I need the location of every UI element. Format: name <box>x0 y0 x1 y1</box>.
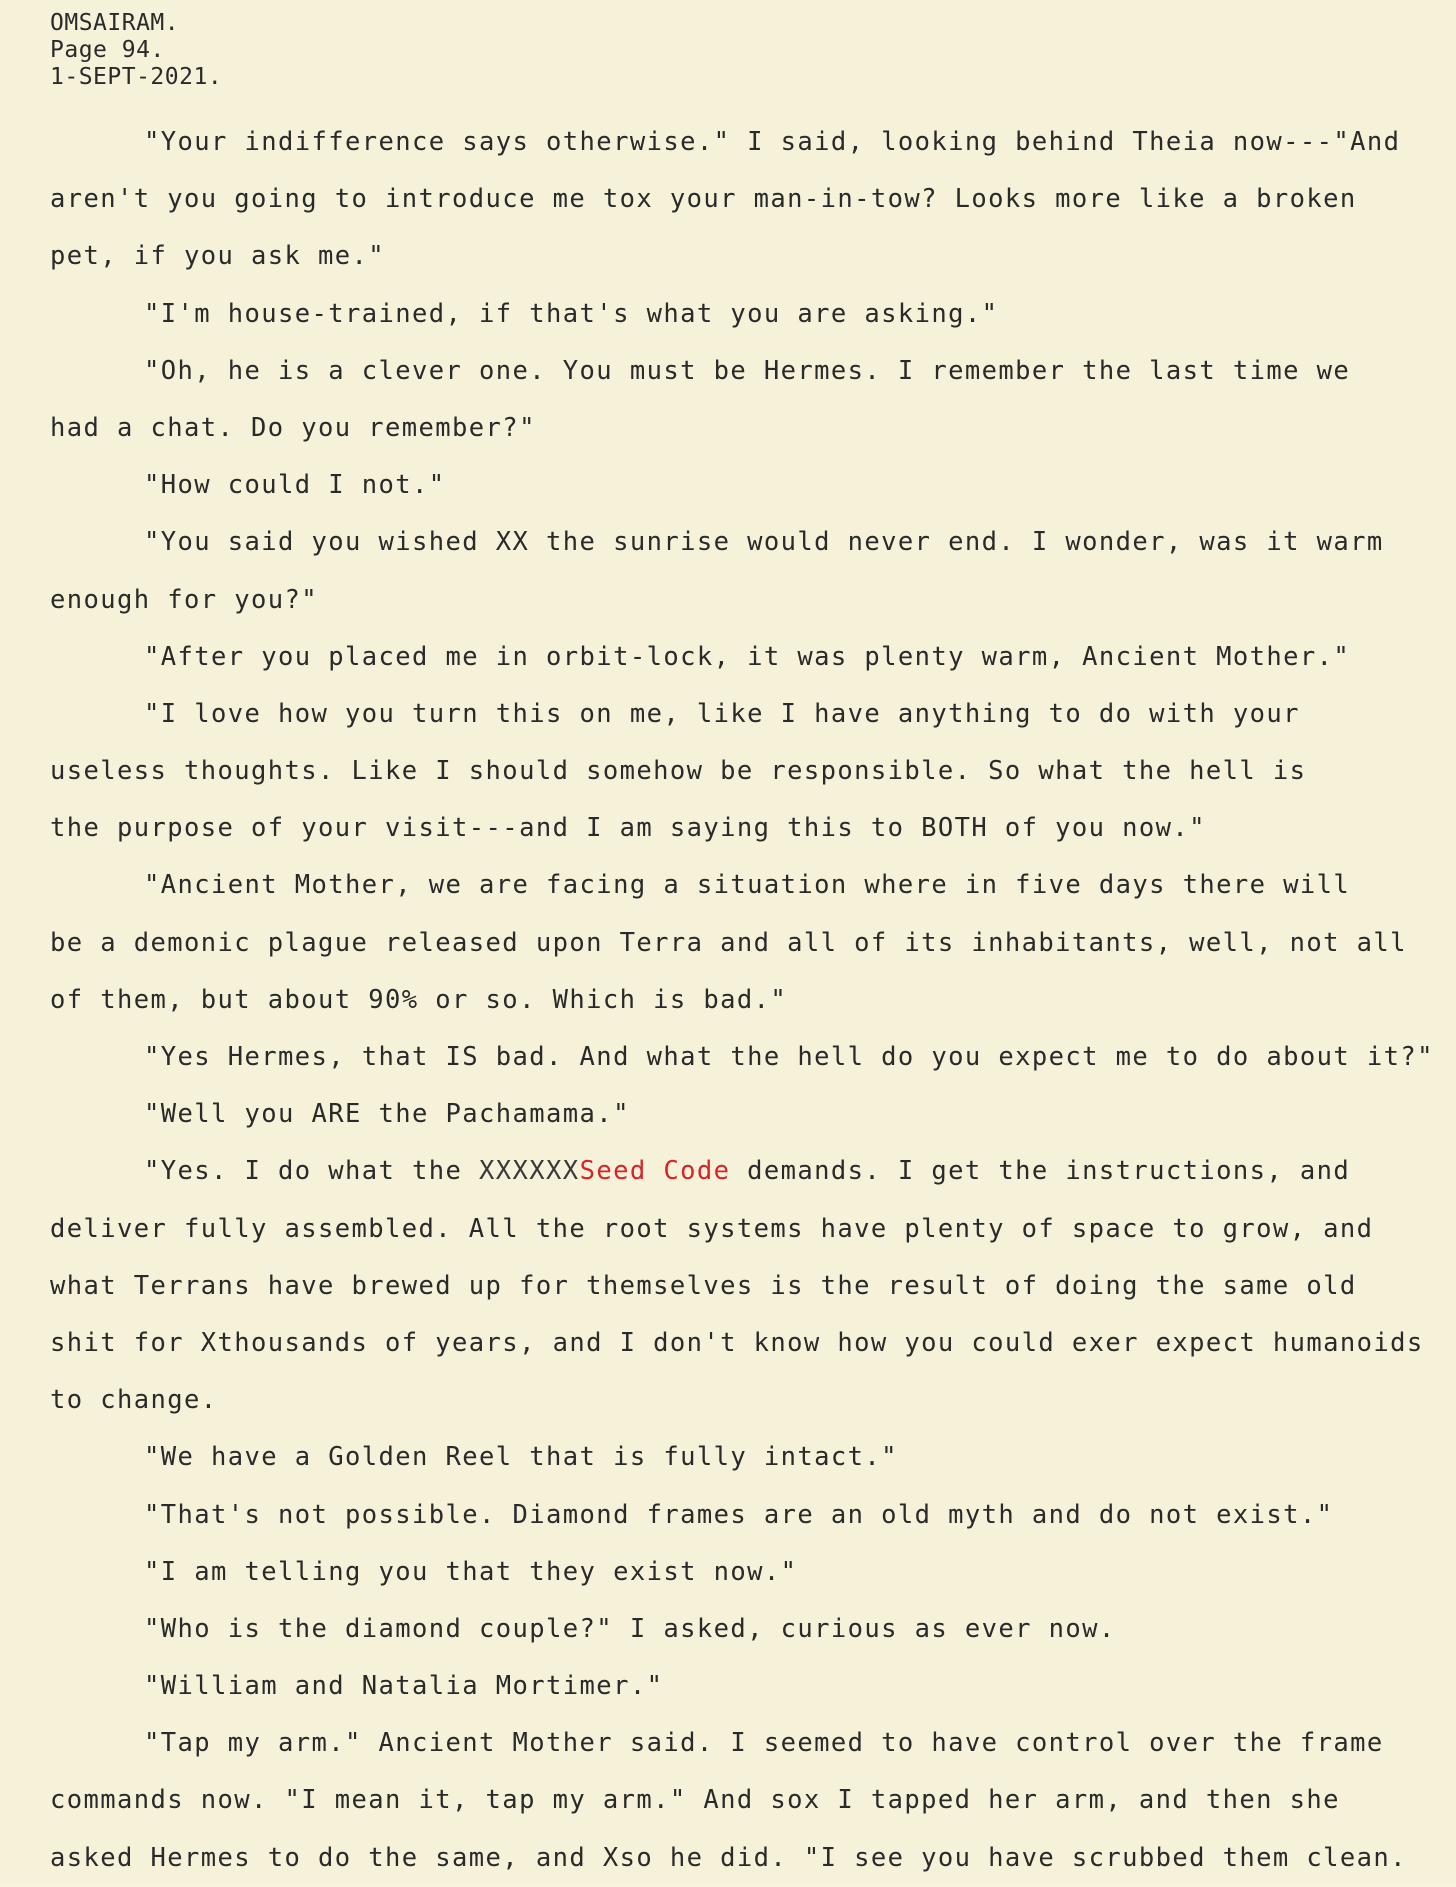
header-line-1: OMSAIRAM. <box>50 10 180 36</box>
text-line: to change. <box>50 1385 218 1416</box>
text-line: shit for Xthousands of years, and I don't know how you could exer expect humanoids <box>50 1327 1424 1358</box>
text-line: "Well you ARE the Pachamama." <box>144 1099 630 1130</box>
text-line: "We have a Golden Reel that is fully intact." <box>144 1442 898 1473</box>
text-line: useless thoughts. Like I should somehow be responsible. So what the hell is <box>50 756 1307 787</box>
text-line: deliver fully assembled. All the root systems have plenty of space to grow, and <box>50 1213 1374 1244</box>
text-line: "That's not possible. Diamond frames are an old myth and do not exist." <box>144 1499 1334 1530</box>
text-line: "I love how you turn this on me, like I have anything to do with your <box>144 698 1300 729</box>
text-segment: "Yes. I do what the <box>144 1156 480 1187</box>
text-line: of them, but about 90% or so. Which is bad." <box>50 984 788 1015</box>
text-line: asked Hermes to do the same, and Xso he did. "I see you have scrubbed them clean. <box>50 1842 1407 1873</box>
text-line: had a chat. Do you remember?" <box>50 412 536 443</box>
text-line: "Your indifference says otherwise." I said, looking behind Theia now---"And <box>144 127 1401 157</box>
text-line: "Oh, he is a clever one. You must be Hermes. I remember the last time we <box>144 355 1351 386</box>
text-line: "Who is the diamond couple?" I asked, curious as ever now. <box>144 1613 1116 1644</box>
text-line: what Terrans have brewed up for themselves is the result of doing the same old <box>50 1270 1357 1301</box>
text-line: "Tap my arm." Ancient Mother said. I seemed to have control over the frame <box>144 1728 1384 1759</box>
text-line <box>50 1143 1456 1200</box>
header-line-2: Page 94. <box>50 37 165 63</box>
text-line: "Yes Hermes, that IS bad. And what the hell do you expect me to do about it?" <box>144 1042 1434 1072</box>
text-line: be a demonic plague released upon Terra and all of its inhabitants, well, not all <box>50 927 1407 958</box>
text-segment: demands. I get the instructions, and <box>730 1156 1351 1187</box>
text-line: "I'm house-trained, if that's what you are asking." <box>144 298 999 329</box>
red-ink-correction: Seed Code <box>579 1156 731 1187</box>
text-line: aren't you going to introduce me tox your man-in-tow? Looks more like a broken <box>50 184 1357 215</box>
header-line-3: 1-SEPT-2021. <box>50 64 223 90</box>
manuscript-body <box>50 114 1456 1887</box>
struck-out-text: XXXXXX <box>479 1156 580 1187</box>
text-line: enough for you?" <box>50 584 319 615</box>
text-line: "You said you wished XX the sunrise would never end. I wonder, was it warm <box>144 527 1384 558</box>
text-line: commands now. "I mean it, tap my arm." And sox I tapped her arm, and then she <box>50 1785 1340 1816</box>
text-line: "How could I not." <box>144 470 446 501</box>
text-line: the purpose of your visit---and I am saying this to BOTH of you now." <box>50 813 1206 844</box>
text-line: pet, if you ask me." <box>50 241 386 272</box>
text-line: "I am telling you that they exist now." <box>144 1556 798 1587</box>
text-line: "Ancient Mother, we are facing a situation where in five days there will <box>144 870 1351 901</box>
text-line: "William and Natalia Mortimer." <box>144 1671 664 1702</box>
page-header <box>50 10 222 91</box>
text-line: "After you placed me in orbit-lock, it was plenty warm, Ancient Mother." <box>144 641 1351 672</box>
